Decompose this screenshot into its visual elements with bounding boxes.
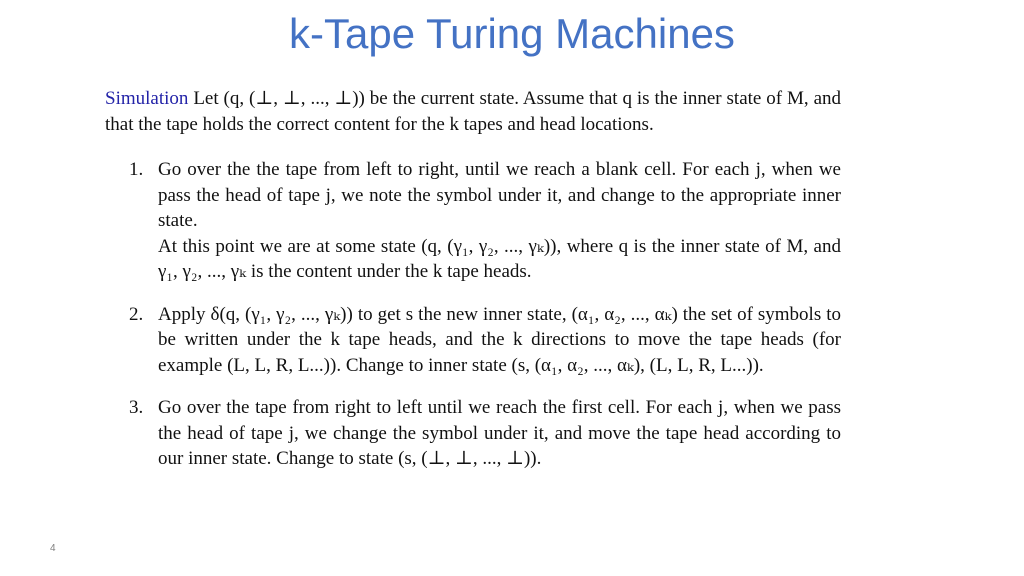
step-number: 1. bbox=[129, 159, 144, 180]
step-text: Apply δ(q, (γ₁, γ₂, ..., γₖ)) to get s the new inner state, (α₁, α₂, ..., αₖ) the set of symbols to be written under the k tape heads, and the k directions to move the tape heads (for example (L, L, R, L...)). Change to inner state (s, (α₁, α₂, ..., αₖ), (L, L, R, L...)). bbox=[158, 303, 841, 376]
steps-list bbox=[105, 157, 841, 472]
slide-title: k-Tape Turing Machines bbox=[289, 10, 735, 57]
step-text: Go over the the tape from left to right, until we reach a blank cell. For each j, when we pass the head of tape j, we note the symbol under it, and change to the appropriate inner state. bbox=[158, 159, 841, 231]
slide-body bbox=[105, 86, 841, 489]
step-2 bbox=[105, 302, 841, 379]
step-text: Go over the tape from right to left until we reach the first cell. For each j, when we pass the head of tape j, we change the symbol under it, and move the tape head according to our inner state. Change to state (s, (⊥, ⊥, ..., ⊥)). bbox=[158, 397, 841, 469]
step-number: 3. bbox=[129, 397, 144, 418]
step-3 bbox=[105, 395, 841, 472]
step-1 bbox=[105, 157, 841, 285]
step-text: At this point we are at some state (q, (γ₁, γ₂, ..., γₖ)), where q is the inner state of M, and γ₁, γ₂, ..., γₖ is the content under the k tape heads. bbox=[158, 235, 841, 282]
intro-paragraph bbox=[105, 86, 841, 137]
step-number: 2. bbox=[129, 303, 144, 325]
simulation-keyword: Simulation bbox=[105, 88, 189, 109]
intro-text: Let (q, (⊥, ⊥, ..., ⊥)) be the current state. Assume that q is the inner state of M, and that the tape holds the correct content for the k tapes and head locations. bbox=[105, 88, 841, 135]
page-number: 4 bbox=[50, 543, 56, 554]
